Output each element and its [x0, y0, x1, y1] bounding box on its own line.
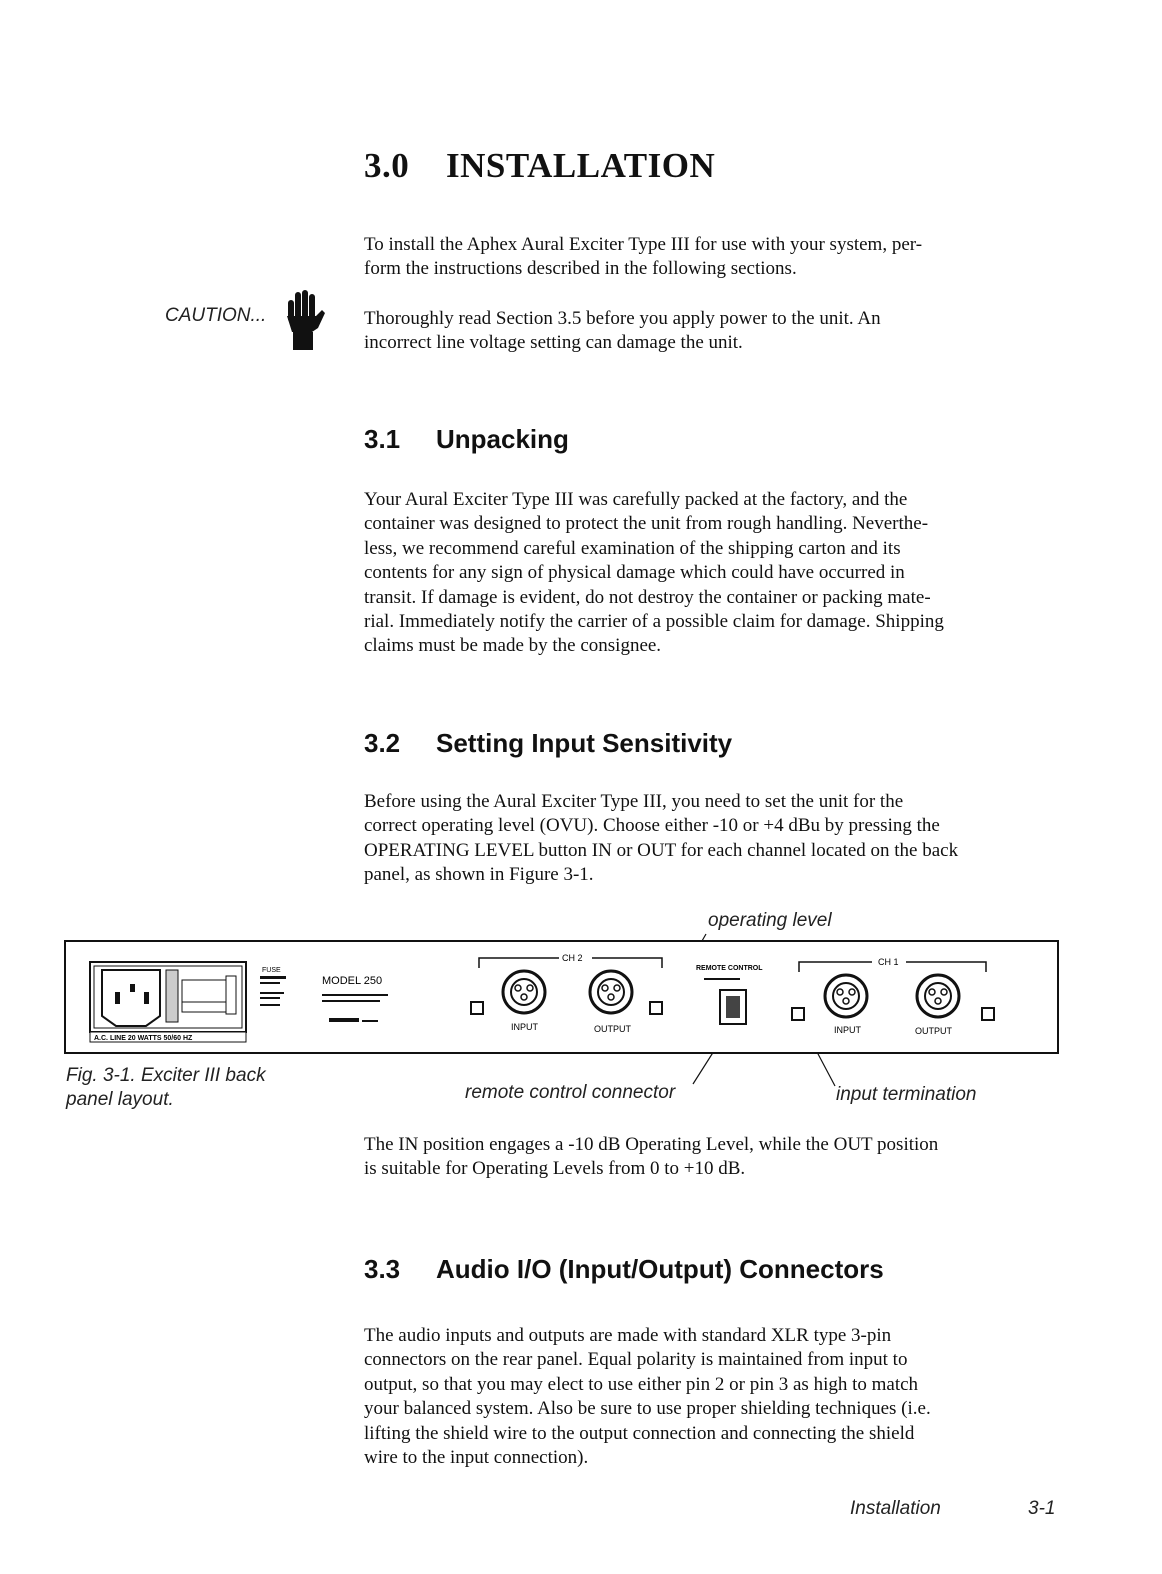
callout-remote-control: remote control connector [465, 1082, 676, 1103]
text-line: your balanced system. Also be sure to use proper shielding techniques (i.e. [364, 1398, 931, 1420]
ac-line-label: A.C. LINE 20 WATTS 50/60 HZ [94, 1035, 193, 1042]
model-label: MODEL 250 [322, 975, 383, 987]
audio-io-paragraph [364, 1324, 1064, 1470]
ch2-input-label: INPUT [511, 1022, 538, 1032]
ch1-output-label: OUTPUT [915, 1026, 952, 1036]
text-line: To install the Aphex Aural Exciter Type III for use with your system, per- [364, 234, 923, 255]
title-text: INSTALLATION [446, 146, 716, 185]
text-line: output, so that you may elect to use either pin 2 or pin 3 as high to match [364, 1373, 919, 1395]
caution-label: CAUTION... [165, 305, 267, 326]
ch2-label: CH 2 [562, 953, 583, 963]
text-line: The IN position engages a -10 dB Operating Level, while the OUT position [364, 1134, 939, 1155]
back-panel-diagram [64, 940, 1059, 1055]
section-title: Setting Input Sensitivity [436, 728, 733, 758]
section-title: Audio I/O (Input/Output) Connectors [436, 1254, 884, 1284]
section-heading-audio-io [364, 1254, 884, 1285]
remote-control-label: REMOTE CONTROL [696, 965, 763, 972]
text-line: form the instructions described in the following sections. [364, 258, 797, 280]
text-line: is suitable for Operating Levels from 0 to +10 dB. [364, 1158, 746, 1180]
callout-operating-level: operating level [708, 910, 832, 931]
footer-section-label: Installation [850, 1498, 941, 1519]
caption-line: panel layout. [66, 1089, 174, 1110]
ch1-termination-button [792, 1008, 804, 1020]
text-line: panel, as shown in Figure 3-1. [364, 864, 594, 886]
section-number: 3.2 [364, 728, 401, 758]
text-line: wire to the input connection). [364, 1447, 589, 1469]
ch1-input-label: INPUT [834, 1025, 861, 1035]
ch2-output-label: OUTPUT [594, 1024, 631, 1034]
text-line: OPERATING LEVEL button IN or OUT for each channel located on the back [364, 839, 959, 861]
section-number: 3.3 [364, 1254, 401, 1284]
fuse-label: FUSE [262, 967, 281, 974]
text-line: container was designed to protect the unit from rough handling. Neverthe- [364, 513, 929, 535]
section-title: Unpacking [436, 424, 569, 454]
text-line: Your Aural Exciter Type III was carefully packed at the factory, and the [364, 489, 908, 510]
text-line: Thoroughly read Section 3.5 before you apply power to the unit. An [364, 308, 881, 329]
iec-power-socket [102, 970, 160, 1026]
text-line: contents for any sign of physical damage which could have occurred in [364, 562, 905, 584]
ch2-operating-level-button [650, 1002, 662, 1014]
fuse-holder [166, 970, 178, 1022]
text-line: transit. If damage is evident, do not destroy the container or packing mate- [364, 586, 931, 608]
text-line: Before using the Aural Exciter Type III, you need to set the unit for the [364, 791, 904, 812]
figure-caption [66, 1064, 266, 1112]
section-number: 3.1 [364, 424, 401, 454]
text-line: lifting the shield wire to the output connection and connecting the shield [364, 1422, 915, 1444]
ch1-operating-level-button [982, 1008, 994, 1020]
text-line: connectors on the rear panel. Equal polarity is maintained from input to [364, 1349, 908, 1371]
text-line: correct operating level (OVU). Choose either -10 or +4 dBu by pressing the [364, 815, 940, 837]
text-line: incorrect line voltage setting can damage the unit. [364, 332, 743, 354]
callout-input-termination: input termination [836, 1084, 977, 1105]
text-line: claims must be made by the consignee. [364, 635, 662, 657]
caption-line: Fig. 3-1. Exciter III back [66, 1065, 266, 1086]
text-line: less, we recommend careful examination of the shipping carton and its [364, 537, 901, 559]
text-line: The audio inputs and outputs are made with standard XLR type 3-pin [364, 1325, 892, 1346]
footer-page-number: 3-1 [1028, 1498, 1056, 1519]
title-number: 3.0 [364, 146, 410, 185]
ch2-termination-button [471, 1002, 483, 1014]
operating-level-paragraph [364, 1133, 1064, 1182]
ch1-label: CH 1 [878, 957, 899, 967]
text-line: rial. Immediately notify the carrier of a possible claim for damage. Shipping [364, 611, 944, 633]
